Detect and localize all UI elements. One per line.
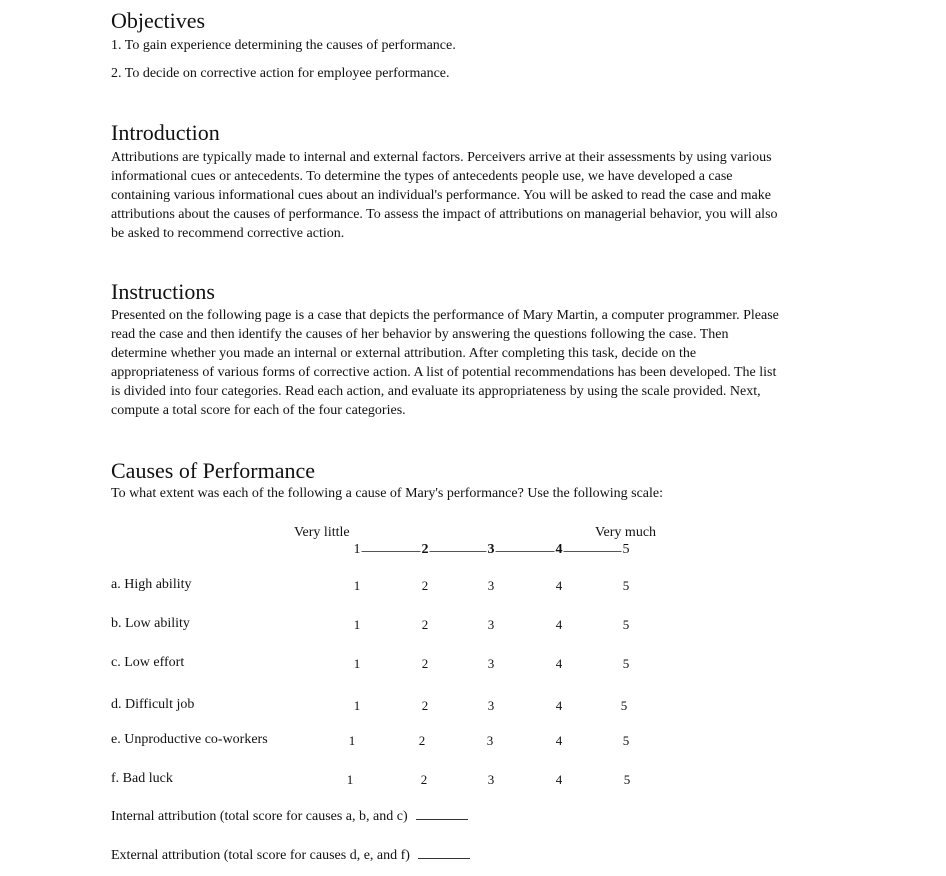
rating-option[interactable]: 1 xyxy=(353,656,361,671)
rating-option[interactable]: 4 xyxy=(555,733,563,748)
text-line: compute a total score for each of the four categories. xyxy=(111,403,406,418)
scale-low-label: Very little xyxy=(294,525,350,540)
text-line: be asked to recommend corrective action. xyxy=(111,226,345,241)
instructions-heading: Instructions xyxy=(111,279,215,304)
causes-prompt: To what extent was each of the following a cause of Mary's performance? Use the following scale: xyxy=(111,486,664,501)
rating-option[interactable]: 4 xyxy=(555,617,563,632)
text-line: determine whether you made an internal or external attribution. After completing this task, decide on the xyxy=(111,346,697,361)
rating-option[interactable]: 1 xyxy=(346,772,354,787)
cause-label: b. Low ability xyxy=(111,616,190,631)
rating-option[interactable]: 5 xyxy=(620,698,628,713)
external-attribution-label: External attribution (total score for causes d, e, and f) xyxy=(111,848,410,863)
rating-option[interactable]: 3 xyxy=(487,617,495,632)
rating-option[interactable]: 3 xyxy=(487,772,495,787)
rating-option[interactable]: 4 xyxy=(555,698,563,713)
cause-label: c. Low effort xyxy=(111,655,185,670)
rating-option[interactable]: 2 xyxy=(418,733,426,748)
cause-label: a. High ability xyxy=(111,577,192,592)
rating-option[interactable]: 1 xyxy=(353,698,361,713)
text-line: is divided into four categories. Read each action, and evaluate its appropriateness by using the scale provided. Next, xyxy=(111,384,761,399)
rating-option[interactable]: 5 xyxy=(622,578,630,593)
rating-option[interactable]: 1 xyxy=(353,617,361,632)
causes-heading: Causes of Performance xyxy=(111,458,316,483)
rating-option[interactable]: 1 xyxy=(353,578,361,593)
rating-option[interactable]: 3 xyxy=(487,656,495,671)
text-line: attributions about the causes of performance. To assess the impact of attributions on managerial behavior, you will also xyxy=(111,207,778,222)
objectives-heading: Objectives xyxy=(111,8,206,33)
introduction-paragraph xyxy=(111,148,778,243)
rating-option[interactable]: 1 xyxy=(348,733,356,748)
rating-option[interactable]: 4 xyxy=(555,772,563,787)
rating-option[interactable]: 3 xyxy=(487,698,495,713)
rating-option[interactable]: 2 xyxy=(420,772,428,787)
cause-label: e. Unproductive co-workers xyxy=(111,732,268,747)
internal-attribution-label: Internal attribution (total score for causes a, b, and c) xyxy=(111,809,408,824)
text-line: Attributions are typically made to internal and external factors. Perceivers arrive at their assessments by using various xyxy=(111,150,772,165)
text-line: Presented on the following page is a case that depicts the performance of Mary Martin, a computer programmer. Please xyxy=(111,308,779,323)
text-line: appropriateness of various forms of corrective action. A list of potential recommendations has been developed. The list xyxy=(111,365,777,380)
scale-high-label: Very much xyxy=(595,525,657,540)
internal-attribution xyxy=(111,809,468,825)
objective-item: 1. To gain experience determining the causes of performance. xyxy=(111,38,456,53)
rating-option[interactable]: 2 xyxy=(421,698,429,713)
cause-label: d. Difficult job xyxy=(111,697,195,712)
rating-option[interactable]: 5 xyxy=(622,656,630,671)
scale-point: 5 xyxy=(622,542,630,557)
introduction-heading: Introduction xyxy=(111,120,220,145)
rating-option[interactable]: 5 xyxy=(622,617,630,632)
rating-option[interactable]: 2 xyxy=(421,617,429,632)
text-line: containing various informational cues about an individual's performance. You will be asked to read the case and make xyxy=(111,188,771,203)
rating-option[interactable]: 3 xyxy=(486,733,494,748)
text-line: informational cues or antecedents. To determine the types of antecedents people use, we have developed a case xyxy=(111,169,733,184)
objective-item: 2. To decide on corrective action for employee performance. xyxy=(111,66,450,81)
instructions-paragraph xyxy=(111,306,779,420)
rating-option[interactable]: 4 xyxy=(555,578,563,593)
rating-option[interactable]: 2 xyxy=(421,578,429,593)
rating-option[interactable]: 5 xyxy=(622,733,630,748)
external-score-blank[interactable] xyxy=(418,858,470,859)
scale-point: 4 xyxy=(555,542,563,557)
rating-option[interactable]: 3 xyxy=(487,578,495,593)
internal-score-blank[interactable] xyxy=(416,819,468,820)
rating-option[interactable]: 2 xyxy=(421,656,429,671)
cause-label: f. Bad luck xyxy=(111,771,173,786)
scale-point: 3 xyxy=(487,542,495,557)
text-line: read the case and then identify the causes of her behavior by answering the questions following the case. Then xyxy=(111,327,729,342)
scale-point: 1 xyxy=(353,542,361,557)
rating-option[interactable]: 5 xyxy=(623,772,631,787)
external-attribution xyxy=(111,848,470,864)
scale-point: 2 xyxy=(421,542,429,557)
rating-option[interactable]: 4 xyxy=(555,656,563,671)
